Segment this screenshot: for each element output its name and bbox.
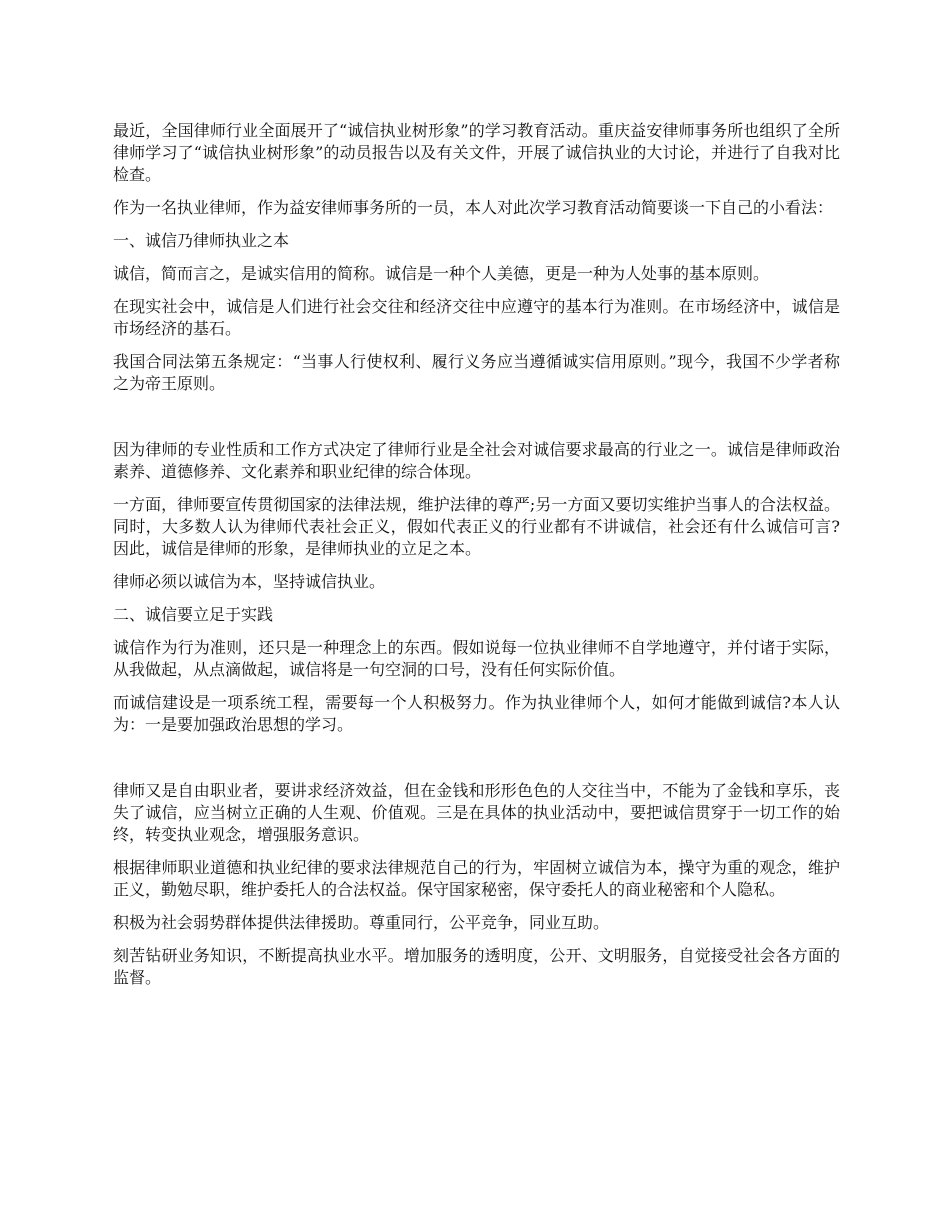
paragraph: 积极为社会弱势群体提供法律援助。尊重同行，公平竞争，同业互助。 [113,913,610,932]
paragraph: 诚信作为行为准则，还只是一种理念上的东西。假如说每一位执业律师不自学地遵守，并付诸于实际，从我做起，从点滴做起，诚信将是一句空洞的口号，没有任何实际价值。 [113,638,840,679]
paragraph: 刻苦钻研业务知识，不断提高执业水平。增加服务的透明度，公开、文明服务，自觉接受社会各方面的监督。 [113,946,840,987]
document-body [113,120,840,1000]
paragraph: 在现实社会中，诚信是人们进行社会交往和经济交往中应遵守的基本行为准则。在市场经济中，诚信是市场经济的基石。 [113,297,840,338]
paragraph: 律师又是自由职业者，要讲求经济效益，但在金钱和形形色色的人交往当中，不能为了金钱和享乐，丧失了诚信，应当树立正确的人生观、价值观。三是在具体的执业活动中，要把诚信贯穿于一切工作的始终，转变执业观念，增强服务意识。 [113,781,840,844]
paragraph-opinion: 作为一名执业律师，作为益安律师事务所的一员，本人对此次学习教育活动简要谈一下自己的小看法： [113,198,834,217]
spacer [113,747,840,780]
section-heading-1: 一、诚信乃律师执业之本 [113,231,290,250]
spacer [113,406,840,439]
paragraph: 一方面，律师要宣传贯彻国家的法律法规，维护法律的尊严;另一方面又要切实维护当事人的合法权益。同时，大多数人认为律师代表社会正义，假如代表正义的行业都有不讲诚信，社会还有什么诚信可言?因此，诚信是律师的形象，是律师执业的立足之本。 [113,495,840,558]
paragraph: 因为律师的专业性质和工作方式决定了律师行业是全社会对诚信要求最高的行业之一。诚信是律师政治素养、道德修养、文化素养和职业纪律的综合体现。 [113,440,840,481]
paragraph: 我国合同法第五条规定：“当事人行使权利、履行义务应当遵循诚实信用原则。”现今，我国不少学者称之为帝王原则。 [113,352,840,393]
paragraph: 律师必须以诚信为本，坚持诚信执业。 [113,572,386,591]
paragraph: 根据律师职业道德和执业纪律的要求法律规范自己的行为，牢固树立诚信为本，操守为重的观念，维护正义，勤勉尽职，维护委托人的合法权益。保守国家秘密，保守委托人的商业秘密和个人隐私。 [113,858,840,899]
paragraph: 诚信，简而言之，是诚实信用的简称。诚信是一种个人美德，更是一种为人处事的基本原则。 [113,264,770,283]
section-heading-2: 二、诚信要立足于实践 [113,605,274,624]
paragraph: 而诚信建设是一项系统工程，需要每一个人积极努力。作为执业律师个人，如何才能做到诚信?本人认为：一是要加强政治思想的学习。 [113,693,840,734]
paragraph-intro: 最近，全国律师行业全面展开了“诚信执业树形象”的学习教育活动。重庆益安律师事务所也组织了全所律师学习了“诚信执业树形象”的动员报告以及有关文件，开展了诚信执业的大讨论，并进行了自我对比检查。 [113,121,840,184]
